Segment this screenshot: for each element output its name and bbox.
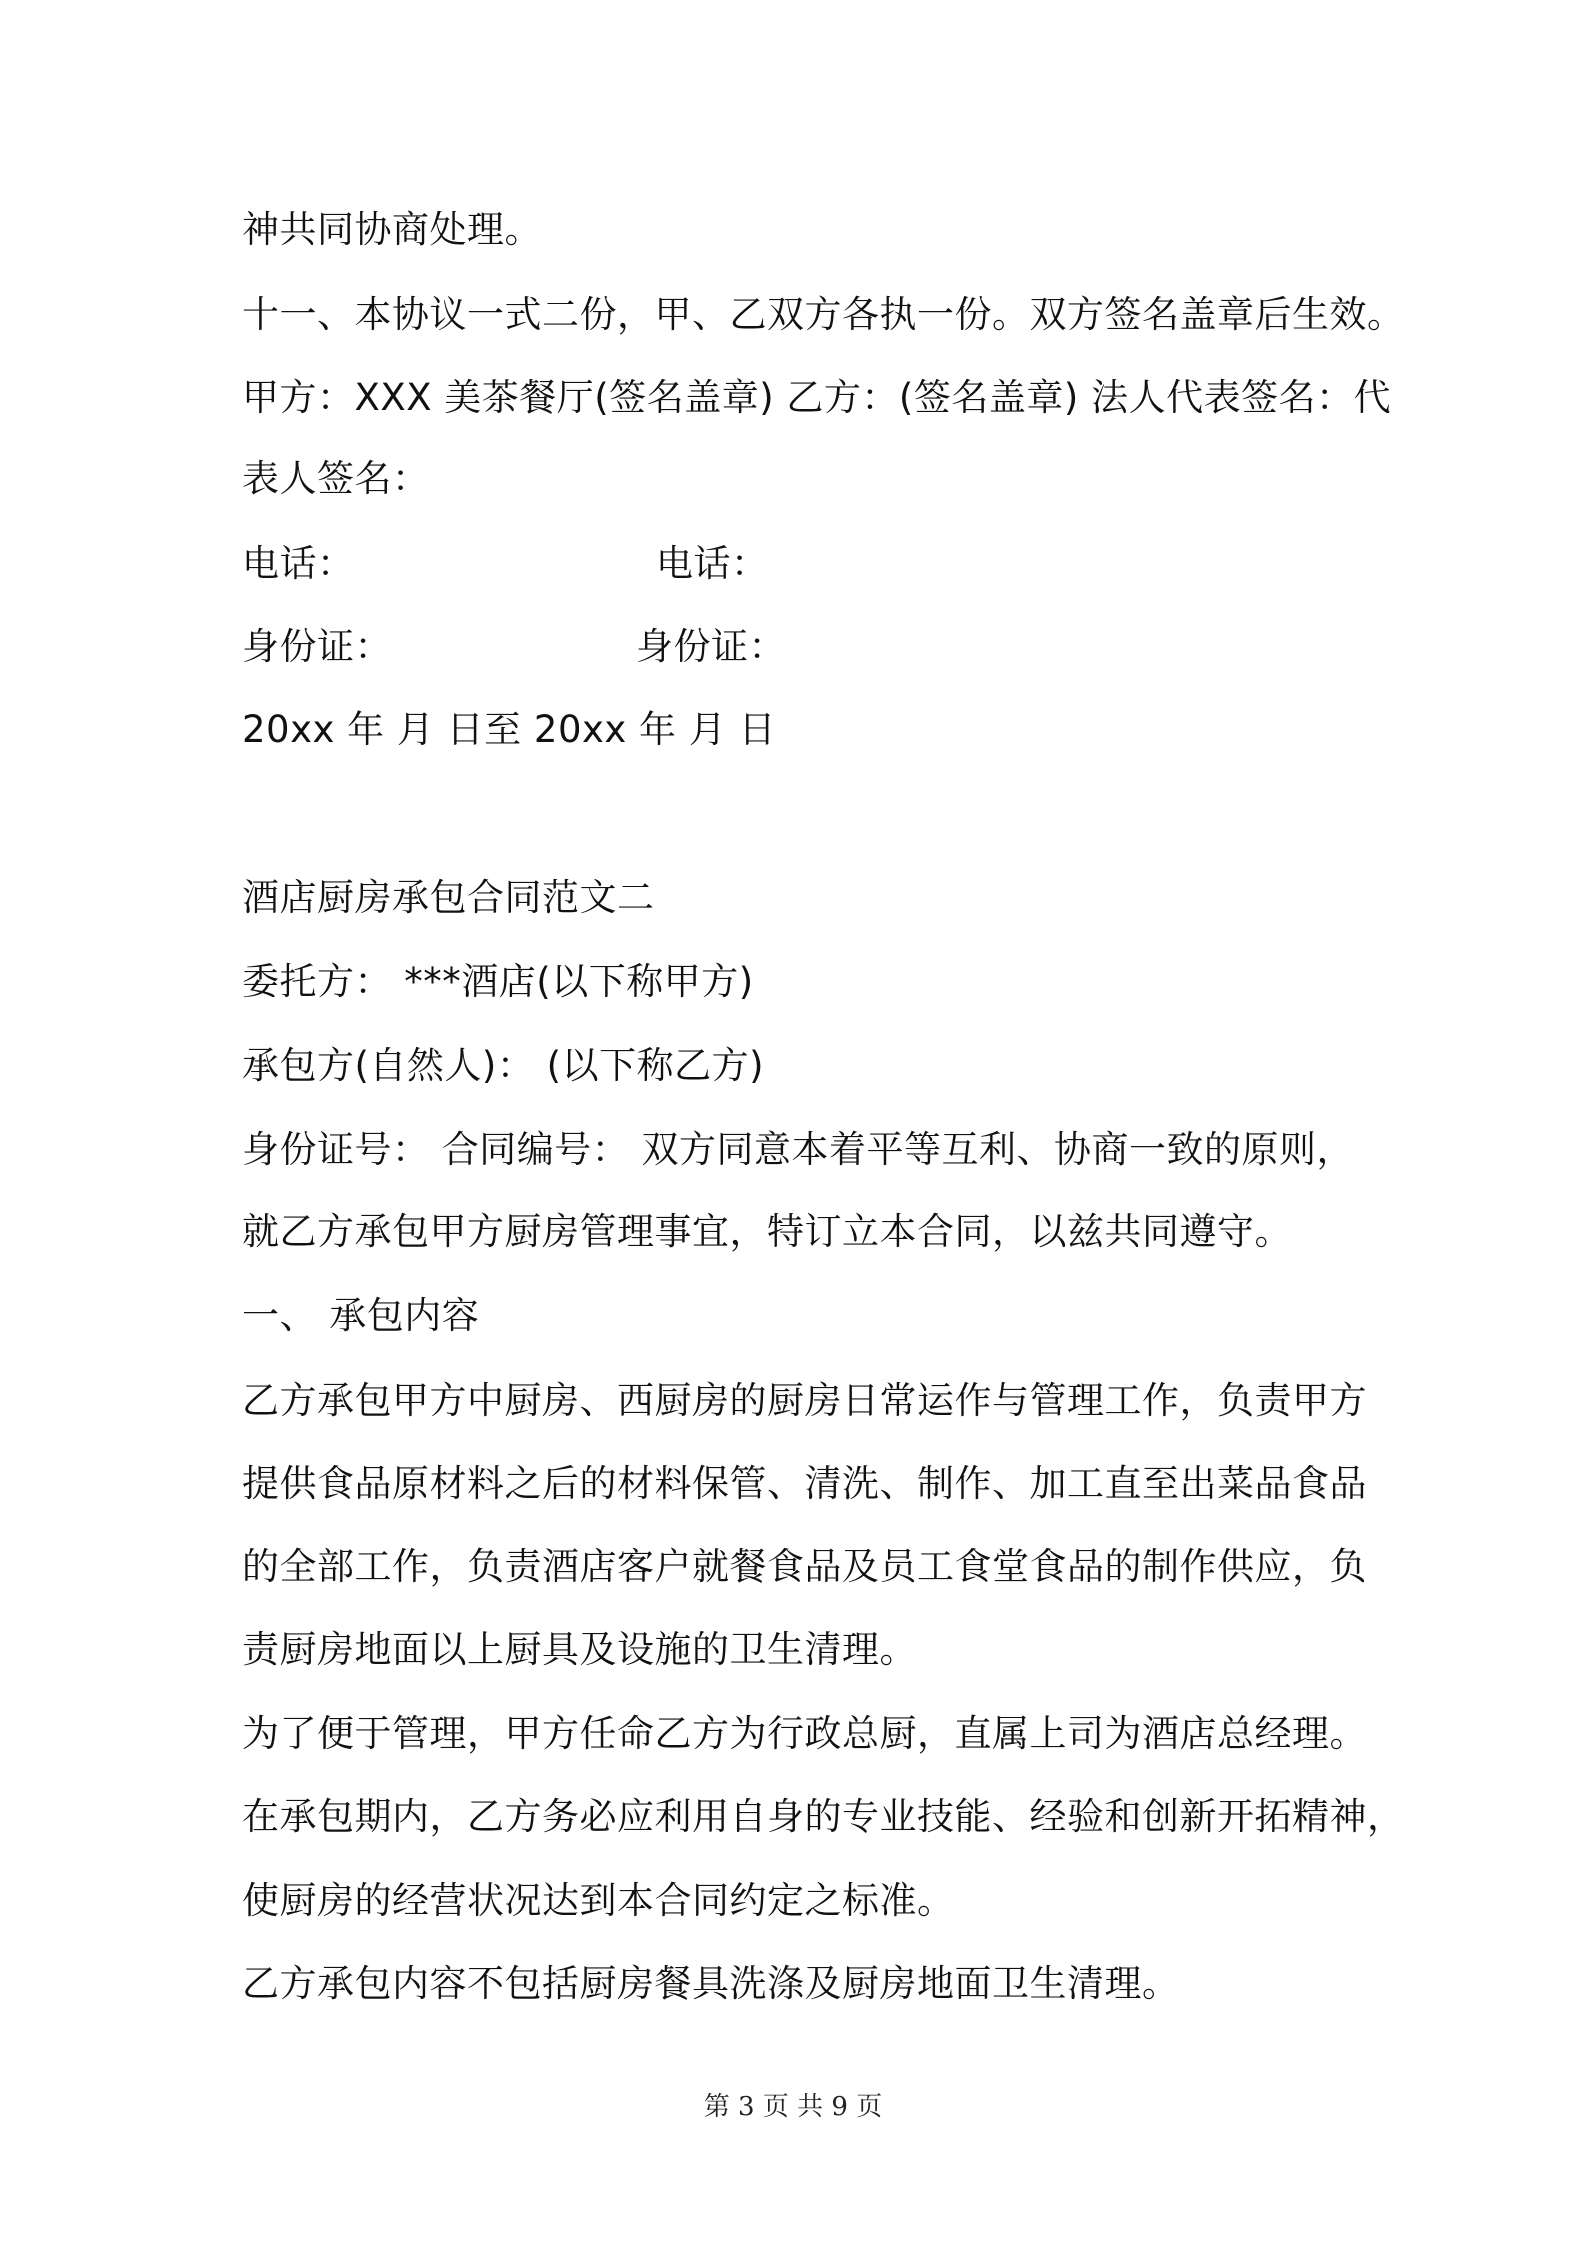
text-line: 身份证号： 合同编号： 双方同意本着平等互利、协商一致的原则， — [242, 1128, 1355, 1171]
text-line: 乙方承包甲方中厨房、西厨房的厨房日常运作与管理工作，负责甲方 — [242, 1379, 1367, 1422]
text-line: 责厨房地面以上厨具及设施的卫生清理。 — [242, 1628, 917, 1671]
text-line: 为了便于管理，甲方任命乙方为行政总厨，直属上司为酒店总经理。 — [242, 1712, 1367, 1755]
text-line: 神共同协商处理。 — [242, 208, 542, 251]
text-line: 甲方：XXX 美茶餐厅(签名盖章) 乙方：(签名盖章) 法人代表签名：代 — [242, 376, 1392, 419]
text-line: 承包方(自然人)： (以下称乙方) — [242, 1044, 765, 1087]
text-line: 提供食品原材料之后的材料保管、清洗、制作、加工直至出菜品食品 — [242, 1462, 1367, 1505]
phone-label-right: 电话： — [656, 542, 769, 585]
section-heading: 一、 承包内容 — [242, 1294, 480, 1337]
text-line: 十一、本协议一式二份，甲、乙双方各执一份。双方签名盖章后生效。 — [242, 293, 1405, 336]
text-line: 就乙方承包甲方厨房管理事宜，特订立本合同，以兹共同遵守。 — [242, 1210, 1292, 1253]
text-line: 乙方承包内容不包括厨房餐具洗涤及厨房地面卫生清理。 — [242, 1962, 1180, 2005]
phone-label-left: 电话： — [242, 542, 355, 585]
text-line: 委托方： ***酒店(以下称甲方) — [242, 960, 754, 1003]
text-line: 在承包期内，乙方务必应利用自身的专业技能、经验和创新开拓精神， — [242, 1795, 1405, 1838]
text-line: 的全部工作，负责酒店客户就餐食品及员工食堂食品的制作供应，负 — [242, 1545, 1367, 1588]
page-number-footer: 第 3 页 共 9 页 — [703, 2092, 883, 2122]
id-label-right: 身份证： — [636, 625, 786, 668]
date-line: 20xx 年 月 日至 20xx 年 月 日 — [242, 708, 777, 751]
text-line: 使厨房的经营状况达到本合同约定之标准。 — [242, 1879, 955, 1922]
text-line: 表人签名： — [242, 457, 430, 500]
id-label-left: 身份证： — [242, 625, 392, 668]
section-title: 酒店厨房承包合同范文二 — [242, 876, 655, 919]
